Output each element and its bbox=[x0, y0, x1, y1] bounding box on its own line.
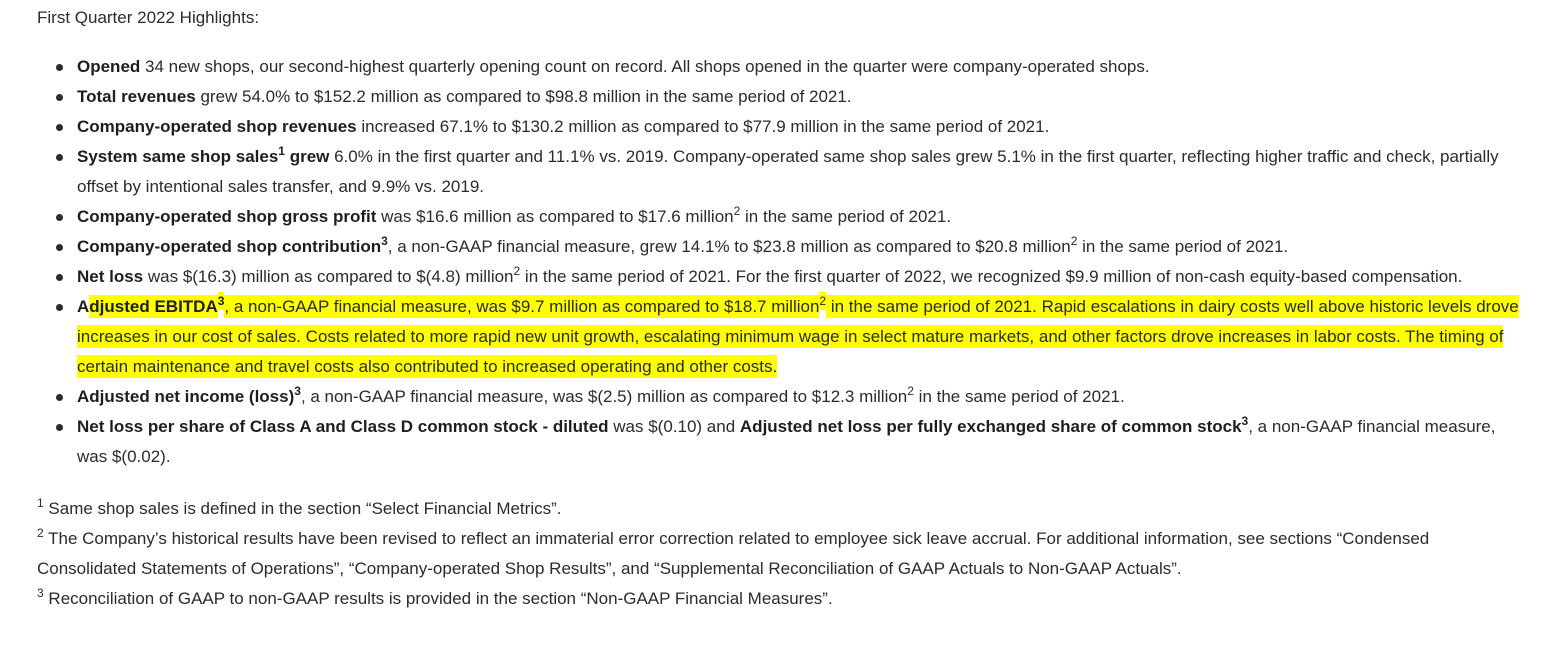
item-bold-label: djusted EBITDA bbox=[89, 297, 218, 316]
footnote-ref: 2 bbox=[907, 384, 914, 398]
item-bold-label: Company-operated shop contribution bbox=[77, 237, 382, 256]
item-bold-label: Net loss per share of Class A and Class D common stock - diluted bbox=[77, 417, 609, 436]
footnote-text: Reconciliation of GAAP to non-GAAP results is provided in the section “Non-GAAP Financial Measures”. bbox=[43, 589, 833, 608]
footnote-1 bbox=[37, 494, 1527, 524]
list-item-net-loss bbox=[37, 262, 1527, 292]
list-item-gross-profit bbox=[37, 202, 1527, 232]
list-item-opened bbox=[37, 52, 1527, 82]
item-text: 6.0% in the first quarter and 11.1% vs. 2019. Company-operated same shop sales grew 5.1% in the first quarter, reflecting higher traffic and check, partially offset by intentional sales transfer, and 9.9% vs. 2019. bbox=[77, 147, 1499, 196]
item-bold-label-2: Adjusted net loss per fully exchanged share of common stock bbox=[739, 417, 1242, 436]
item-text: grew 54.0% to $152.2 million as compared to $98.8 million in the same period of 2021. bbox=[195, 87, 852, 106]
item-bold-label: Adjusted net income (loss) bbox=[77, 387, 295, 406]
item-text-end: in the same period of 2021. bbox=[740, 207, 952, 226]
highlights-list bbox=[37, 52, 1527, 472]
item-text: was $(0.10) and bbox=[608, 417, 740, 436]
item-text: 34 new shops, our second-highest quarterly opening count on record. All shops opened in the quarter were company-operated shops. bbox=[140, 57, 1150, 76]
list-item-net-loss-per-share bbox=[37, 412, 1527, 472]
item-text: was $(16.3) million as compared to $(4.8) million bbox=[143, 267, 514, 286]
item-text: , a non-GAAP financial measure, was $9.7 million as compared to $18.7 million bbox=[224, 297, 820, 316]
item-bold-label: System same shop sales bbox=[77, 147, 279, 166]
list-item-total-revenues bbox=[37, 82, 1527, 112]
footnote-number: 1 bbox=[37, 496, 44, 510]
item-text: increased 67.1% to $130.2 million as compared to $77.9 million in the same period of 2021. bbox=[356, 117, 1050, 136]
item-text-mid: in the same period of 2021 bbox=[826, 297, 1033, 316]
footnote-text: The Company’s historical results have been revised to reflect an immaterial error correction related to employee sick leave accrual. For additional information, see sections “Condensed Consolidated Statements of Operations”, “Company-operated Shop Results”, and “Supplemental Reconciliation of GAAP Actuals to Non-GAAP Actuals”. bbox=[37, 529, 1430, 578]
footnote-ref: 2 bbox=[819, 294, 827, 308]
footnote-ref: 2 bbox=[513, 264, 521, 278]
footnote-ref: 2 bbox=[1070, 234, 1078, 248]
footnote-ref: 3 bbox=[381, 234, 388, 248]
footnote-ref: 2 bbox=[733, 204, 741, 218]
footnote-2 bbox=[37, 524, 1527, 584]
list-item-shop-contribution bbox=[37, 232, 1527, 262]
list-item-adjusted-ebitda bbox=[37, 292, 1527, 382]
footnote-number: 3 bbox=[37, 586, 44, 600]
item-bold-label-2: grew bbox=[284, 147, 330, 166]
item-bold-label: Opened bbox=[77, 57, 141, 76]
footnote-ref: 3 bbox=[294, 384, 301, 398]
item-text-end: in the same period of 2021. For the first quarter of 2022, we recognized $9.9 million of non-cash equity-based compensation. bbox=[520, 267, 1463, 286]
footnote-3 bbox=[37, 584, 1527, 614]
footnote-number: 2 bbox=[37, 526, 44, 540]
item-text: , a non-GAAP financial measure, was $(2.5) million as compared to $12.3 million bbox=[300, 387, 908, 406]
item-text: was $16.6 million as compared to $17.6 million bbox=[376, 207, 734, 226]
item-bold-label: Company-operated shop revenues bbox=[77, 117, 357, 136]
item-text-highlighted: . Rapid escalations in dairy costs well above historic levels drove increases in our cost of sales. Costs related to more rapid new unit growth, escalating minimum wage in select mature markets, and other factors drove increases in labor costs. The timing of certain maintenance and travel costs also contributed to increased operating and other costs. bbox=[77, 297, 1519, 376]
item-bold-first-letter: A bbox=[77, 297, 90, 316]
item-text-end: , a non-GAAP financial measure, was $(0.02). bbox=[77, 417, 1496, 466]
footnote-text: Same shop sales is defined in the section “Select Financial Metrics”. bbox=[43, 499, 562, 518]
footnote-ref: 3 bbox=[217, 294, 225, 308]
footnote-ref: 3 bbox=[1241, 414, 1249, 428]
footnote-ref: 1 bbox=[278, 144, 285, 158]
item-bold-label: Company-operated shop gross profit bbox=[77, 207, 377, 226]
list-item-shop-revenues bbox=[37, 112, 1527, 142]
highlights-document bbox=[37, 4, 1527, 614]
item-bold-label: Total revenues bbox=[77, 87, 196, 106]
item-text-end: in the same period of 2021. bbox=[1077, 237, 1289, 256]
item-text: , a non-GAAP financial measure, grew 14.1% to $23.8 million as compared to $20.8 million bbox=[387, 237, 1071, 256]
item-bold-label: Net loss bbox=[77, 267, 144, 286]
item-text-end: in the same period of 2021. bbox=[913, 387, 1125, 406]
section-heading: First Quarter 2022 Highlights: bbox=[37, 8, 260, 27]
footnotes bbox=[37, 494, 1527, 614]
list-item-adjusted-net-income bbox=[37, 382, 1527, 412]
list-item-same-shop-sales bbox=[37, 142, 1527, 202]
